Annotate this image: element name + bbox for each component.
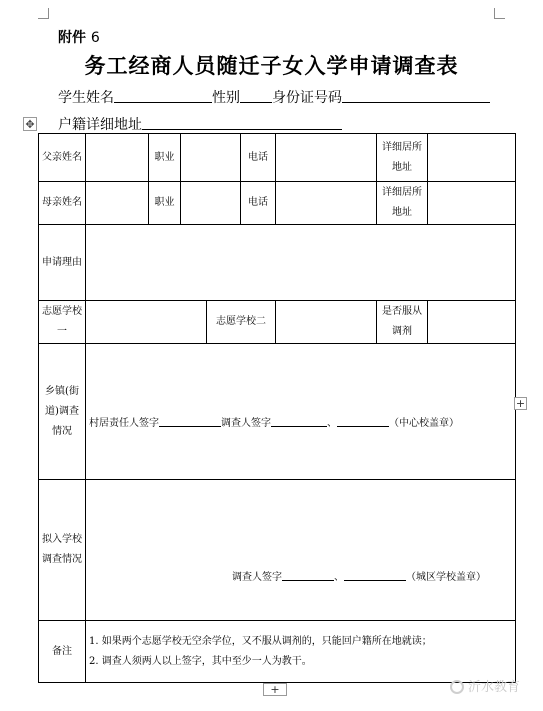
school-survey-label: 拟入学校调查情况: [39, 480, 86, 621]
notes-cell: [86, 621, 516, 683]
watermark-text: 沂水教育: [468, 680, 521, 695]
reason-cell[interactable]: [86, 225, 516, 301]
school-stamp-label: （城区学校盖章）: [406, 572, 486, 583]
school-investigator-label: 调查人签字: [232, 572, 282, 583]
mother-name-label: 母亲姓名: [39, 182, 86, 225]
school-signature-line: [89, 568, 512, 583]
insert-row-icon[interactable]: +: [263, 683, 287, 696]
household-address-label: 户籍详细地址: [58, 117, 142, 133]
form-title: 务工经商人员随迁子女入学申请调查表: [84, 54, 459, 78]
accept-adjustment-cell[interactable]: [428, 301, 516, 344]
father-address-label: 详细居所地址: [377, 134, 428, 182]
notes-label: 备注: [39, 621, 86, 683]
gender-blank[interactable]: [240, 88, 272, 103]
town-survey-cell[interactable]: [86, 344, 516, 480]
gender-label: 性别: [212, 90, 240, 106]
address-line: [58, 114, 342, 134]
mother-name-cell[interactable]: [86, 182, 149, 225]
town-sign-separator: 、: [327, 418, 337, 429]
household-address-blank[interactable]: [142, 115, 342, 130]
father-occupation-label: 职业: [149, 134, 181, 182]
attachment-label: 附件 6: [58, 30, 100, 46]
mother-address-label: 详细居所地址: [377, 182, 428, 225]
note-1: 1. 如果两个志愿学校无空余学位，又不服从调剂的，只能回户籍所在地就读；: [89, 635, 432, 647]
accept-adjustment-label: 是否服从调剂: [377, 301, 428, 344]
mother-phone-cell[interactable]: [276, 182, 377, 225]
school-sign-separator: 、: [334, 572, 344, 583]
watermark: [450, 676, 520, 695]
mother-occupation-label: 职业: [149, 182, 181, 225]
insert-column-icon[interactable]: +: [515, 397, 526, 410]
table-move-handle-icon[interactable]: ✥: [23, 117, 37, 131]
village-sign-blank[interactable]: [159, 415, 221, 427]
school-investigator-blank-1[interactable]: [282, 569, 334, 581]
father-phone-cell[interactable]: [276, 134, 377, 182]
page-corner-mark-left: [38, 8, 49, 19]
town-investigator-blank-2[interactable]: [337, 415, 389, 427]
student-name-label: 学生姓名: [58, 90, 114, 106]
town-signature-line: [89, 414, 512, 429]
school-choice-2-cell[interactable]: [276, 301, 377, 344]
student-name-blank[interactable]: [114, 88, 212, 103]
reason-label: 申请理由: [39, 225, 86, 301]
mother-address-cell[interactable]: [428, 182, 516, 225]
mother-occupation-cell[interactable]: [181, 182, 241, 225]
id-number-label: 身份证号码: [272, 90, 342, 106]
id-number-blank[interactable]: [342, 88, 490, 103]
school-choice-1-cell[interactable]: [86, 301, 207, 344]
father-address-cell[interactable]: [428, 134, 516, 182]
note-2: 2. 调查人须两人以上签字，其中至少一人为教干。: [89, 655, 312, 667]
school-survey-cell[interactable]: [86, 480, 516, 621]
school-choice-2-label: 志愿学校二: [207, 301, 276, 344]
father-name-label: 父亲姓名: [39, 134, 86, 182]
town-investigator-label: 调查人签字: [221, 418, 271, 429]
father-name-cell[interactable]: [86, 134, 149, 182]
town-survey-label: 乡镇(街道)调查情况: [39, 344, 86, 480]
page-corner-mark-right: [494, 8, 505, 19]
school-investigator-blank-2[interactable]: [344, 569, 406, 581]
father-occupation-cell[interactable]: [181, 134, 241, 182]
survey-table: [38, 133, 516, 683]
mother-phone-label: 电话: [241, 182, 276, 225]
father-phone-label: 电话: [241, 134, 276, 182]
town-investigator-blank-1[interactable]: [271, 415, 327, 427]
town-stamp-label: （中心校盖章）: [389, 418, 459, 429]
wechat-logo-icon: [450, 680, 464, 694]
school-choice-1-label: 志愿学校一: [39, 301, 86, 344]
village-sign-label: 村居责任人签字: [89, 418, 159, 429]
student-info-line: [58, 87, 490, 107]
